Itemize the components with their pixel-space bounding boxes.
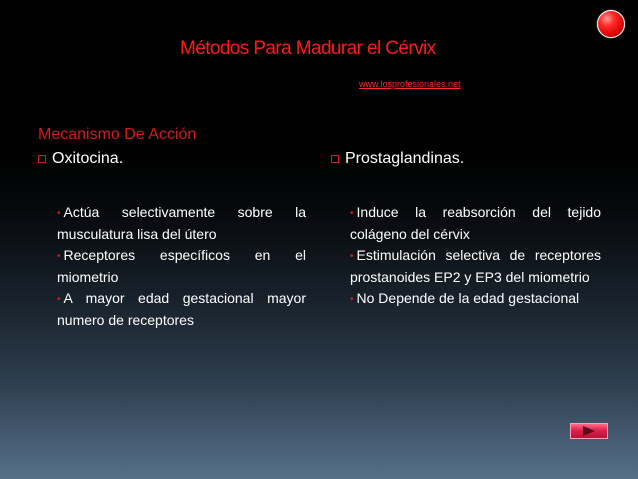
bullet-dot-icon: • bbox=[350, 208, 354, 219]
left-column-heading-text: Oxitocina. bbox=[52, 150, 124, 167]
list-item bbox=[350, 288, 601, 310]
next-slide-button[interactable] bbox=[570, 423, 608, 439]
right-column-heading bbox=[331, 150, 464, 168]
square-bullet-icon bbox=[331, 155, 339, 163]
list-item-text: Actúa selectivamente sobre la musculatura lisa del útero bbox=[57, 204, 306, 242]
right-column-heading-text: Prostaglandinas. bbox=[345, 150, 465, 167]
list-item-text: No Depende de la edad gestacional bbox=[356, 290, 580, 306]
list-item bbox=[350, 245, 601, 288]
list-item bbox=[57, 245, 306, 288]
bullet-dot-icon: • bbox=[57, 251, 61, 262]
slide-title: Métodos Para Madurar el Cérvix bbox=[180, 38, 436, 59]
square-bullet-icon bbox=[38, 155, 46, 163]
right-column-items bbox=[350, 202, 601, 310]
website-link[interactable]: www.losprofesionales.net bbox=[359, 79, 461, 89]
list-item-text: Estimulación selectiva de receptores prostanoides EP2 y EP3 del miometrio bbox=[350, 247, 601, 285]
play-arrow-icon bbox=[582, 426, 596, 436]
list-item bbox=[350, 202, 601, 245]
bullet-dot-icon: • bbox=[57, 294, 61, 305]
left-column-heading bbox=[38, 150, 123, 168]
section-heading: Mecanismo De Acción bbox=[38, 126, 197, 143]
list-item-text: Induce la reabsorción del tejido colágeno del cérvix bbox=[350, 204, 601, 242]
list-item bbox=[57, 202, 306, 245]
list-item bbox=[57, 288, 306, 331]
red-circle-icon bbox=[597, 10, 625, 38]
list-item-text: A mayor edad gestacional mayor numero de receptores bbox=[57, 290, 306, 328]
bullet-dot-icon: • bbox=[350, 251, 354, 262]
left-column-items bbox=[57, 202, 306, 331]
bullet-dot-icon: • bbox=[57, 208, 61, 219]
list-item-text: Receptores específicos en el miometrio bbox=[57, 247, 306, 285]
bullet-dot-icon: • bbox=[350, 294, 354, 305]
